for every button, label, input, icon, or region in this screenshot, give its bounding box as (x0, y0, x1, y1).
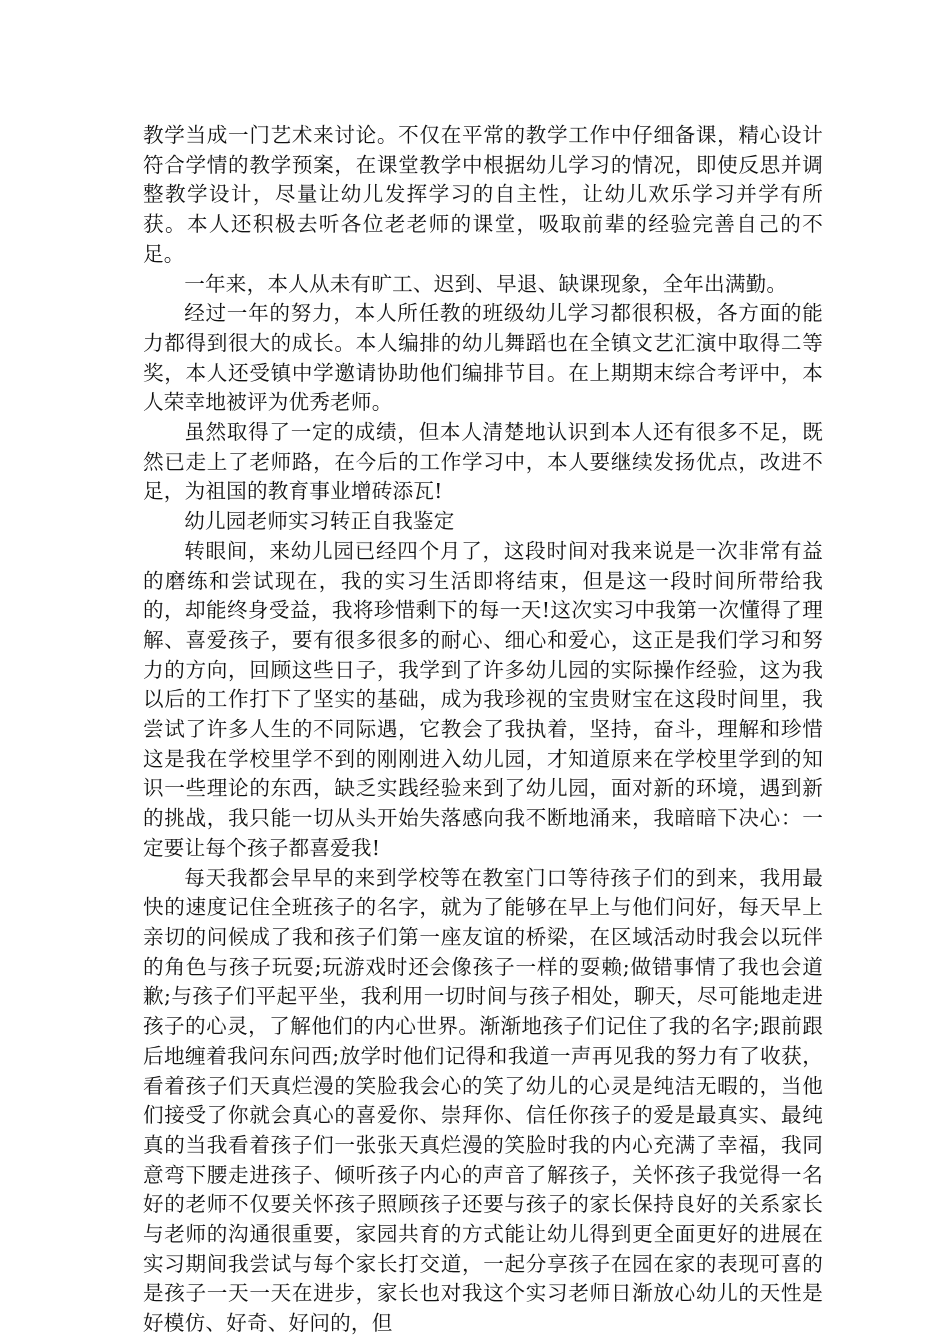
paragraph: 每天我都会早早的来到学校等在教室门口等待孩子们的到来，我用最快的速度记住全班孩子的名字，就为了能够在早上与他们问好，每天早上亲切的问候成了我和孩子们第一座友谊的桥梁，在区域活动时我会以玩伴的角色与孩子玩耍;玩游戏时还会像孩子一样的耍赖;做错事情了我也会道歉;与孩子们平起平坐，我利用一切时间与孩子相处，聊天，尽可能地走进孩子的心灵，了解他们的内心世界。渐渐地孩子们记住了我的名字;跟前跟后地缠着我问东问西;放学时他们记得和我道一声再见我的努力有了收获，看着孩子们天真烂漫的笑脸我会心的笑了幼儿的心灵是纯洁无暇的，当他们接受了你就会真心的喜爱你、崇拜你、信任你孩子的爱是最真实、最纯真的当我看着孩子们一张张天真烂漫的笑脸时我的内心充满了幸福，我同意弯下腰走进孩子、倾听孩子内心的声音了解孩子，关怀孩子我觉得一名好的老师不仅要关怀孩子照顾孩子还要与孩子的家长保持良好的关系家长与老师的沟通很重要，家园共育的方式能让幼儿得到更全面更好的进展在实习期间我尝试与每个家长打交道，一起分享孩子在园在家的表现可喜的是孩子一天一天在进步，家长也对我这个实习老师日渐放心幼儿的天性是好模仿、好奇、好问的，但 (143, 865, 823, 1336)
paragraph: 经过一年的努力，本人所任教的班级幼儿学习都很积极，各方面的能力都得到很大的成长。本人编排的幼儿舞蹈也在全镇文艺汇演中取得二等奖，本人还受镇中学邀请协助他们编排节目。在上期期末综合考评中，本人荣幸地被评为优秀老师。 (143, 301, 823, 415)
section-heading: 幼儿园老师实习转正自我鉴定 (184, 509, 455, 534)
document-body (143, 121, 823, 1339)
paragraph: 虽然取得了一定的成绩，但本人清楚地认识到本人还有很多不足，既然已走上了老师路，在今后的工作学习中，本人要继续发扬优点，改进不足，为祖国的教育事业增砖添瓦! (143, 420, 823, 504)
paragraph: 转眼间，来幼儿园已经四个月了，这段时间对我来说是一次非常有益的磨练和尝试现在，我的实习生活即将结束，但是这一段时间所带给我的，却能终身受益，我将珍惜剩下的每一天!这次实习中我第一次懂得了理解、喜爱孩子，要有很多很多的耐心、细心和爱心，这正是我们学习和努力的方向，回顾这些日子，我学到了许多幼儿园的实际操作经验，这为我以后的工作打下了坚实的基础，成为我珍视的宝贵财宝在这段时间里，我尝试了许多人生的不同际遇，它教会了我执着，坚持，奋斗，理解和珍惜这是我在学校里学不到的刚刚进入幼儿园，才知道原来在学校里学到的知识一些理论的东西，缺乏实践经验来到了幼儿园，面对新的环境，遇到新的挑战，我只能一切从头开始失落感向我不断地涌来，我暗暗下决心：一定要让每个孩子都喜爱我! (143, 538, 823, 860)
paragraph: 一年来，本人从未有旷工、迟到、早退、缺课现象，全年出满勤。 (184, 271, 788, 296)
paragraph: 教学当成一门艺术来讨论。不仅在平常的教学工作中仔细备课，精心设计符合学情的教学预案，在课堂教学中根据幼儿学习的情况，即使反思并调整教学设计，尽量让幼儿发挥学习的自主性，让幼儿欢乐学习并学有所获。本人还积极去听各位老老师的课堂，吸取前辈的经验完善自己的不足。 (143, 123, 823, 266)
